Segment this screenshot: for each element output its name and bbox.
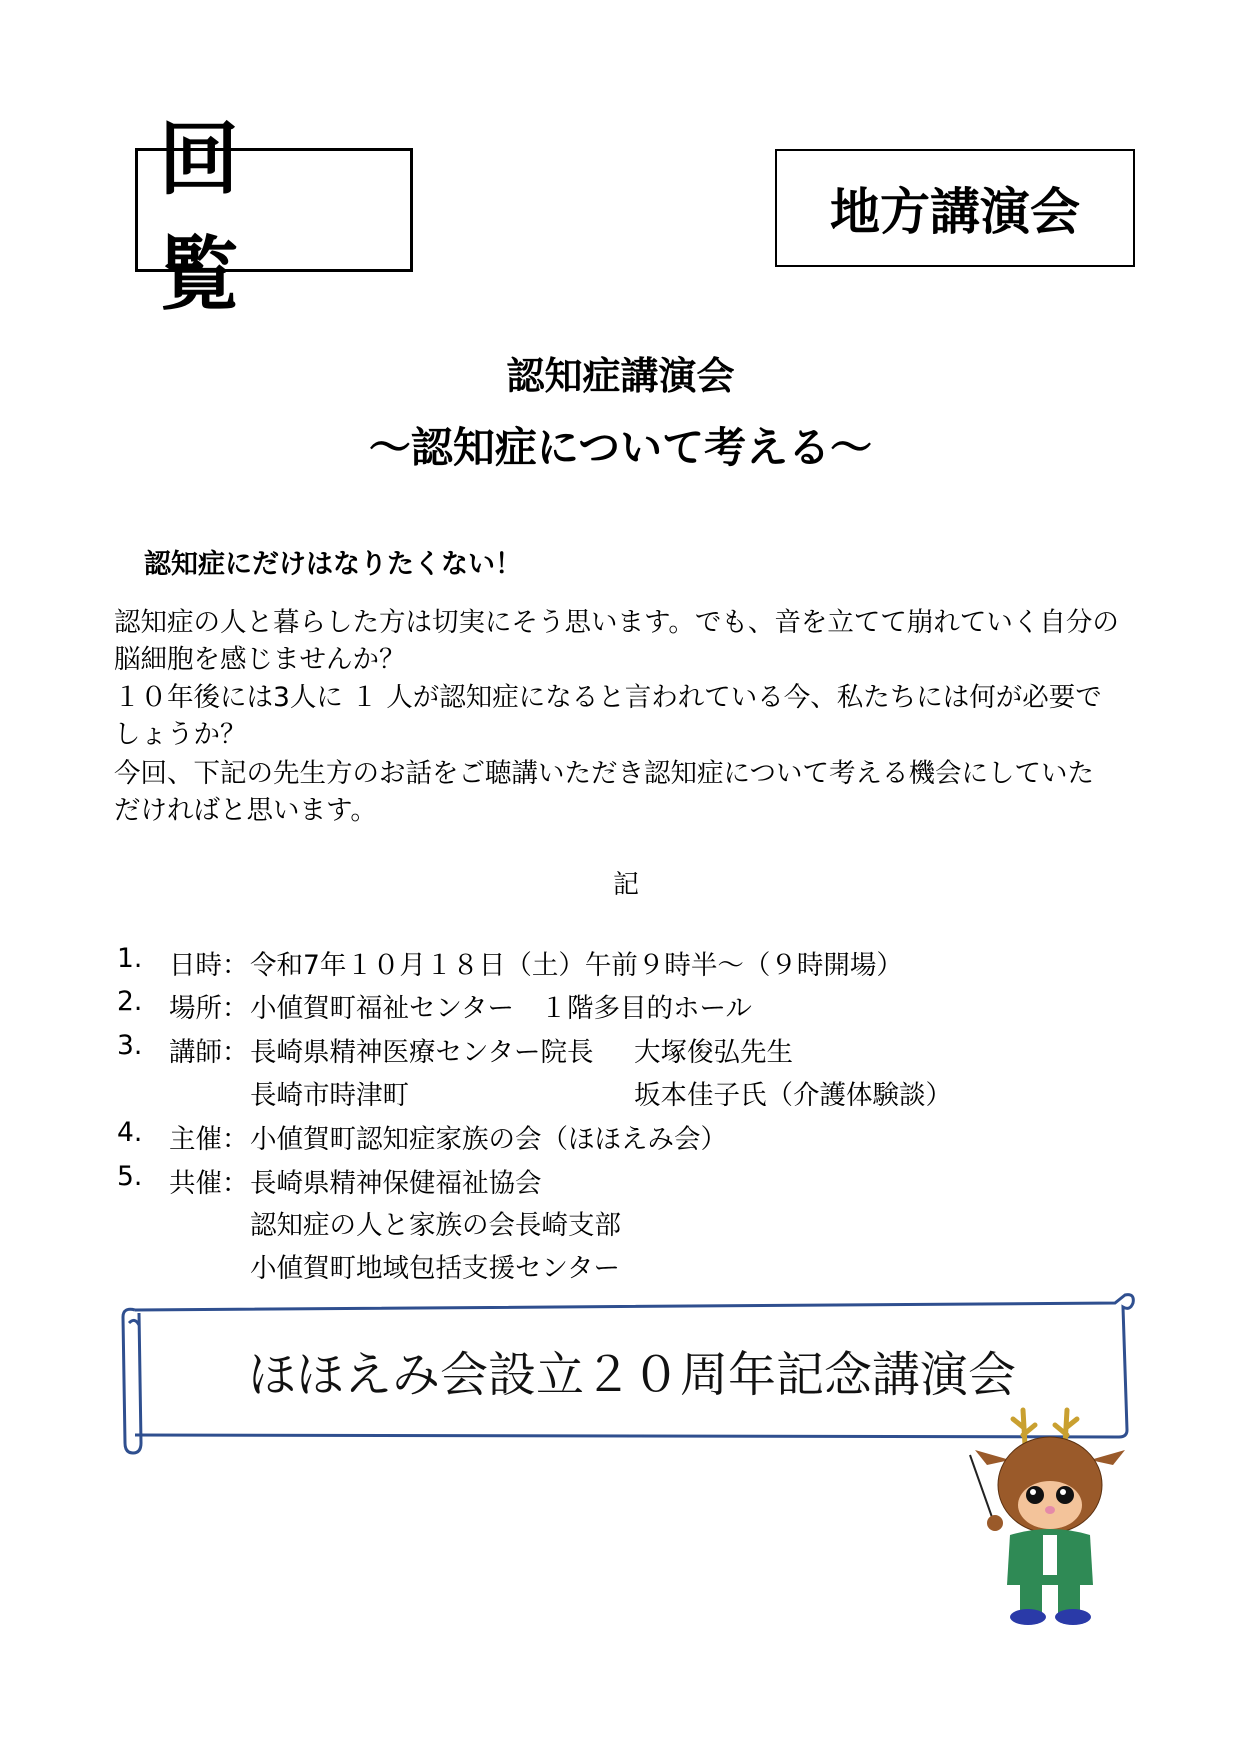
body-line: 今回、下記の先生方のお話をご聴講いただき認知症について考える機会にしていた — [114, 758, 1094, 789]
body-line: しょうか？ — [114, 719, 247, 750]
page-subtitle: ～認知症について考える～ — [368, 423, 873, 472]
item-value: 長崎県精神医療センター院長 — [250, 1037, 594, 1068]
item-label: 主催： — [169, 1124, 249, 1155]
item-number: 5. — [117, 1161, 143, 1192]
body-line: だければと思います。 — [114, 795, 377, 826]
item-value: 令和7年１０月１８日（土）午前９時半～（９時開場） — [250, 950, 903, 981]
body-line: １０年後には3人に １ 人が認知症になると言われている今、私たちには何が必要で — [114, 682, 1102, 713]
item-value: 長崎市時津町 — [250, 1080, 409, 1111]
body-line: 脳細胞を感じませんか？ — [114, 644, 406, 675]
ki-mark: 記 — [613, 870, 640, 900]
category-label: 地方講演会 — [830, 183, 1080, 241]
item-value: 小値賀町認知症家族の会（ほほえみ会） — [250, 1124, 727, 1155]
item-value: 長崎県精神保健福祉協会 — [250, 1168, 542, 1199]
circulation-label: 回 覧 — [159, 113, 459, 321]
page-title: 認知症講演会 — [506, 354, 735, 398]
item-value: 認知症の人と家族の会長崎支部 — [250, 1210, 621, 1241]
item-label: 講師： — [169, 1037, 249, 1068]
item-number: 4. — [117, 1117, 143, 1148]
section-heading: 認知症にだけはなりたくない！ — [144, 549, 522, 580]
item-number: 3. — [117, 1030, 143, 1061]
speaker-name: 坂本佳子氏（介護体験談） — [634, 1080, 952, 1111]
item-number: 1. — [117, 943, 143, 974]
deer-mascot-illustration — [965, 1405, 1135, 1630]
banner-text: ほほえみ会設立２０周年記念講演会 — [248, 1347, 1017, 1403]
item-label: 共催： — [169, 1168, 249, 1199]
item-label: 日時： — [169, 950, 249, 981]
circulation-box — [135, 113, 459, 321]
item-value: 小値賀町福祉センター １階多目的ホール — [250, 993, 752, 1024]
item-value: 小値賀町地域包括支援センター — [250, 1253, 620, 1284]
speaker-name: 大塚俊弘先生 — [634, 1037, 793, 1068]
item-label: 場所： — [169, 993, 249, 1024]
category-box — [775, 149, 1135, 267]
item-number: 2. — [117, 986, 143, 1017]
body-line: 認知症の人と暮らした方は切実にそう思います。でも、音を立てて崩れていく自分の — [114, 607, 1119, 638]
